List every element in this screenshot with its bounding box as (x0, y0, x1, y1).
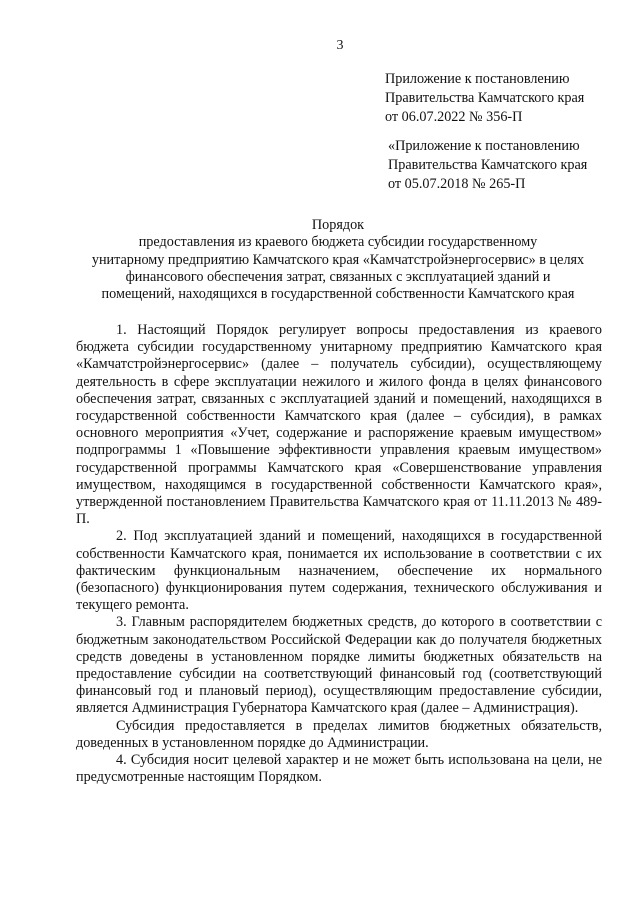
title-line: унитарному предприятию Камчатского края «Камчатстройэнергосервис» в целях (91, 251, 585, 268)
page-number: 3 (336, 38, 344, 53)
appendix-current-line: Правительства Камчатского края (385, 90, 585, 106)
paragraph-1: 1. Настоящий Порядок регулирует вопросы предоставления из краевого бюджета субсидии государственному унитарному предприятию Камчатского края «Камчатстройэнергосервис» (далее – получатель субсидии), осуществляющему деятельность в сфере эксплуатации нежилого и жилого фонда в целях финансового обеспечения затрат, связанных с эксплуатацией зданий и помещений, находящихся в государственной собственности Камчатского края (далее – субсидия), в рамках основного мероприятия «Учет, содержание и распоряжение краевым имуществом» подпрограммы 1 «Повышение эффективности управления краевым имуществом» государственной программы Камчатского края «Совершенствование управления имуществом, находящимся в государственной собственности Камчатского края», утвержденной постановлением Правительства Камчатского края от 11.11.2013 № 489-П. (76, 322, 602, 528)
paragraph-4: 4. Субсидия носит целевой характер и не может быть использована на цели, не предусмотренные настоящим Порядком. (76, 752, 602, 786)
appendix-current-line: от 06.07.2022 № 356-П (385, 109, 523, 125)
appendix-original-line: Правительства Камчатского края (388, 157, 588, 173)
appendix-current-line: Приложение к постановлению (385, 71, 570, 87)
title-line: помещений, находящихся в государственной собственности Камчатского края (101, 286, 575, 303)
appendix-original (388, 137, 587, 194)
title-line: финансового обеспечения затрат, связанных с эксплуатацией зданий и (125, 268, 551, 285)
appendix-original-line: «Приложение к постановлению (388, 138, 580, 154)
document-body (76, 322, 602, 786)
paragraph-3-continued: Субсидия предоставляется в пределах лимитов бюджетных обязательств, доведенных в установленном порядке до Администрации. (76, 717, 602, 751)
title-line: Порядок (311, 217, 365, 233)
paragraph-3: 3. Главным распорядителем бюджетных средств, до которого в соответствии с бюджетным законодательством Российской Федерации как до получателя бюджетных средств доведены в установленном порядке лимиты бюджетных обязательств на предоставление субсидии на соответствующий финансовый год (соответствующий финансовый год и плановый период), осуществляющим предоставление субсидии, является Администрация Губернатора Камчатского края (далее – Администрация). (76, 614, 602, 717)
appendix-current (385, 70, 584, 127)
document-title (56, 217, 620, 303)
paragraph-2: 2. Под эксплуатацией зданий и помещений, находящихся в государственной собственности Камчатского края, понимается их использование в соответствии с их фактическим функциональным назначением, обеспечение их нормального (безопасного) функционирования путем содержания, технического обслуживания и текущего ремонта. (76, 528, 602, 614)
appendix-original-line: от 05.07.2018 № 265-П (388, 176, 526, 192)
title-line: предоставления из краевого бюджета субсидии государственному (138, 234, 538, 251)
